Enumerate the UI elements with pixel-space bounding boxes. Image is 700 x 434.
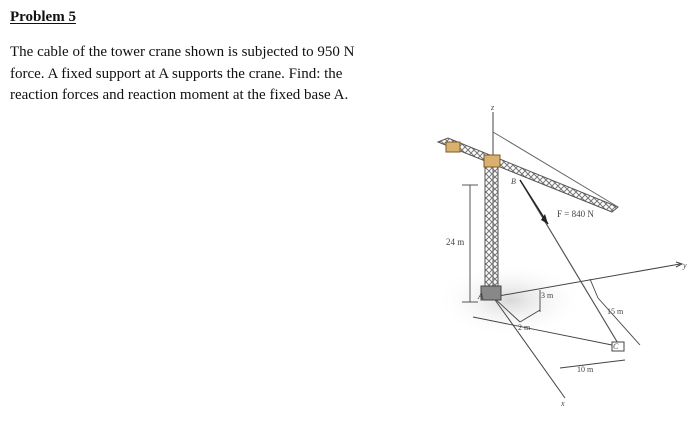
force-label: F = 840 N [557, 209, 594, 219]
axis-x-label: x [561, 399, 565, 408]
dim-2m-label: 2 m [518, 323, 531, 332]
axis-y-label: y [683, 261, 687, 270]
axis-z-label: z [491, 103, 495, 112]
statement-line-2: force. A fixed support at A supports the crane. Find: the [10, 65, 343, 82]
operator-cab [484, 155, 500, 167]
statement-line-3: reaction forces and reaction moment at the fixed base A. [10, 87, 349, 103]
mast-base [481, 286, 501, 300]
crane-jib [438, 138, 618, 212]
statement-line-1: The cable of the tower crane shown is subjected to 950 N [10, 44, 355, 60]
dim-3m-label: 3 m [541, 291, 554, 300]
dim-10m-label: 10 m [577, 365, 594, 374]
tower-mast [485, 160, 498, 297]
ground-shadow [435, 262, 585, 338]
height-label: 24 m [446, 237, 465, 247]
dim-15m-label: 15 m [607, 307, 624, 316]
counterweight-block [446, 142, 460, 152]
problem-title: Problem 5 [10, 9, 76, 25]
point-b-label: B [511, 177, 516, 186]
coordinate-axes [493, 112, 682, 398]
point-c-label: C [613, 342, 619, 351]
point-a-label: A [478, 291, 484, 301]
